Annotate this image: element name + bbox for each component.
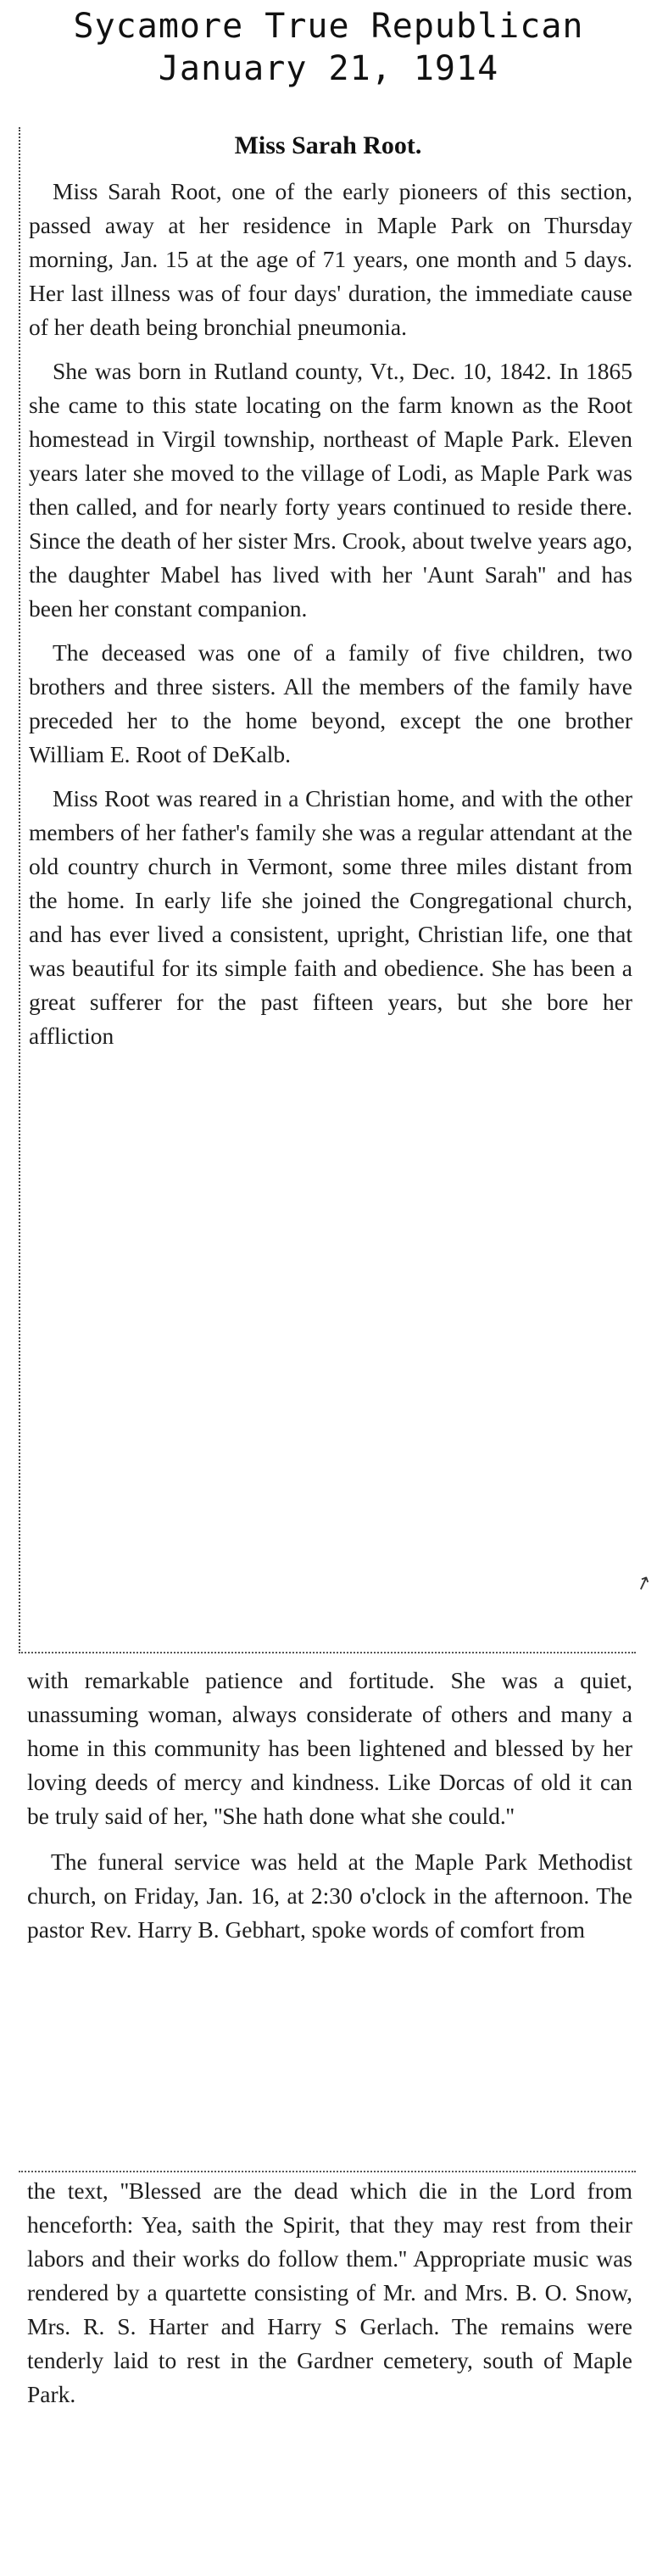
article-paragraph: She was born in Rutland county, Vt., Dec. 10, 1842. In 1865 she came to this state locating on the farm known as the Root homestead in Virgil township, northeast of Maple Park. Eleven years later she moved to the village of Lodi, as Maple Park was then called, and for nearly forty years continued to reside there. Since the death of her sister Mrs. Crook, about twelve years ago, the daughter Mabel has lived with her 'Aunt Sarah'' and has been her constant companion. (29, 358, 632, 622)
article-paragraph: The deceased was one of a family of five children, two brothers and three sisters. All the members of the family have preceded her to the home beyond, except the one brother William E. Root of DeKalb. (29, 639, 632, 767)
article-paragraph: Miss Root was reared in a Christian home, and with the other members of her father's family she was a regular attendant at the old country church in Vermont, some three miles distant from the home. In early life she joined the Congregational church, and has ever lived a consistent, upright, Christian life, one that was beautiful for its simple faith and obedience. She has been a great sufferer for the past fifteen years, but she bore her affliction (29, 785, 632, 1049)
article-column-part-3 (19, 2171, 636, 2569)
page-header (0, 5, 657, 90)
margin-mark-icon: ↗ (632, 1570, 654, 1597)
article-column-part-1 (19, 127, 654, 1653)
article-paragraph: with remarkable patience and fortitude. She was a quiet, unassuming woman, always considerate of others and many a home in this community has been lightened and blessed by her loving deeds of mercy and kindness. Like Dorcas of old it can be truly said of her, ''She hath done what she could.'' (27, 1667, 632, 1829)
article-paragraph: Miss Sarah Root, one of the early pioneers of this section, passed away at her residence in Maple Park on Thursday morning, Jan. 15 at the age of 71 years, one month and 5 days. Her last illness was of four days' duration, the immediate cause of her death being bronchial pneumonia. (29, 178, 632, 340)
article-paragraph: The funeral service was held at the Maple Park Methodist church, on Friday, Jan. 16, at 2:30 o'clock in the afternoon. The pastor Rev. Harry B. Gebhart, spoke words of comfort from (27, 1848, 632, 1943)
article-headline: Miss Sarah Root. (234, 131, 422, 159)
article-paragraph: the text, ''Blessed are the dead which die in the Lord from henceforth: Yea, saith the Spirit, that they may rest from their labors and their works do follow them.'' Appropriate music was rendered by a quartette consisting of Mr. and Mrs. B. O. Snow, Mrs. R. S. Harter and Harry S Gerlach. The remains were tenderly laid to rest in the Gardner cemetery, south of Maple Park. (27, 2177, 632, 2407)
newspaper-name: Sycamore True Republican (73, 7, 584, 46)
publication-date: January 21, 1914 (158, 49, 499, 88)
article-column-part-2 (19, 1662, 636, 2154)
